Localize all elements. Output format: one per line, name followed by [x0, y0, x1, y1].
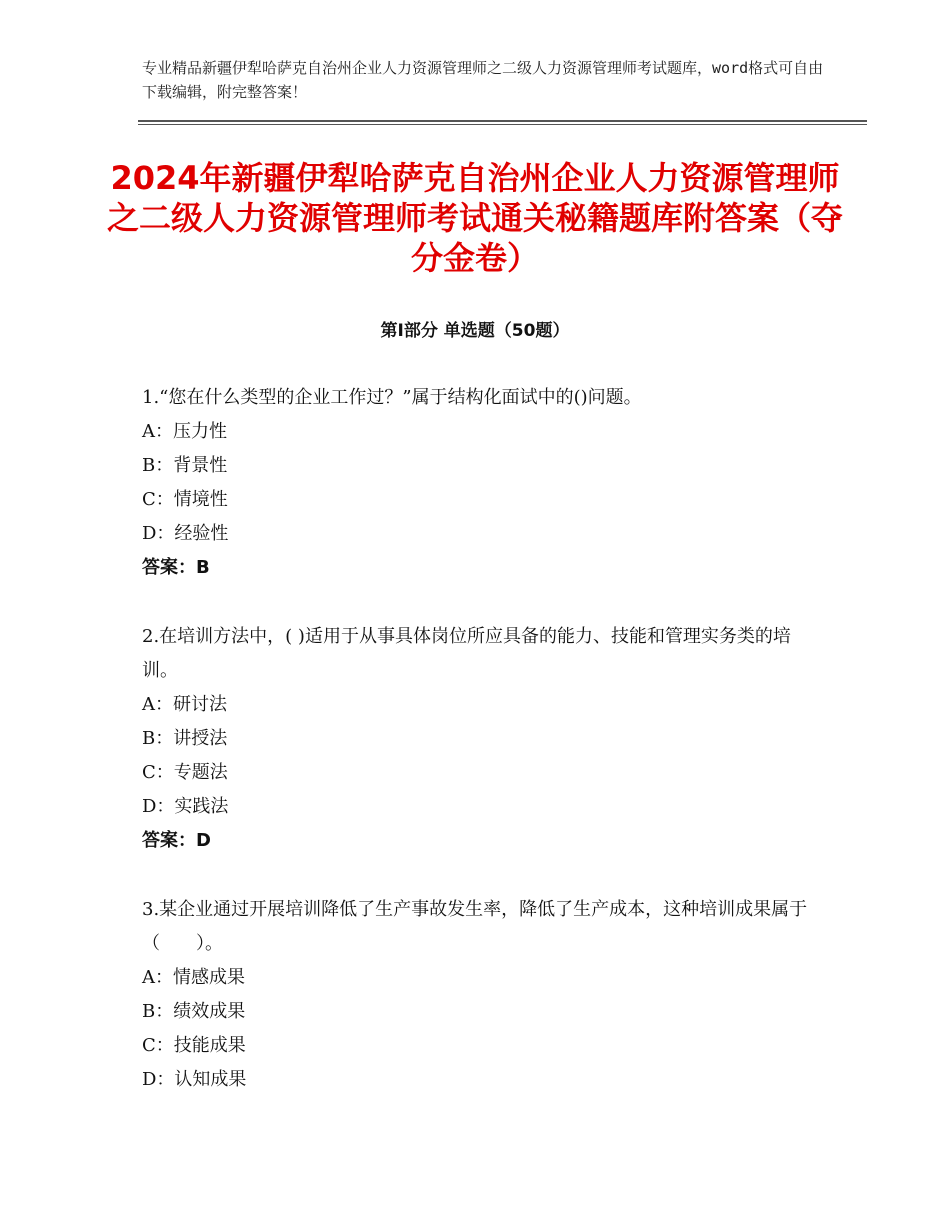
option-b: B：绩效成果	[142, 1001, 246, 1022]
document-title: 2024年新疆伊犁哈萨克自治州企业人力资源管理师之二级人力资源管理师考试通关秘籍题库附答案（夺分金卷）	[106, 159, 843, 277]
option-c: C：情境性	[142, 489, 228, 510]
answer: 答案：B	[142, 557, 210, 578]
option-a: A：情感成果	[142, 967, 245, 988]
header-divider-thin	[138, 124, 867, 125]
question-1	[142, 381, 822, 585]
option-d: D：实践法	[142, 796, 229, 817]
option-c: C：技能成果	[142, 1035, 246, 1056]
answer: 答案：D	[142, 830, 211, 851]
question-stem: 3.某企业通过开展培训降低了生产事故发生率，降低了生产成本，这种培训成果属于（ ）。	[142, 899, 808, 954]
question-stem: 2.在培训方法中，( )适用于从事具体岗位所应具备的能力、技能和管理实务类的培训。	[142, 626, 791, 681]
option-d: D：经验性	[142, 523, 229, 544]
question-stem: 1.“您在什么类型的企业工作过？”属于结构化面试中的()问题。	[142, 387, 642, 408]
section-title: 第Ⅰ部分 单选题（50题）	[380, 321, 570, 341]
option-b: B：背景性	[142, 455, 228, 476]
header-divider-thick	[138, 120, 867, 122]
option-d: D：认知成果	[142, 1069, 247, 1090]
header-note: 专业精品新疆伊犁哈萨克自治州企业人力资源管理师之二级人力资源管理师考试题库，word格式可自由下载编辑，附完整答案！	[142, 59, 824, 101]
question-3	[142, 893, 822, 1097]
option-a: A：研讨法	[142, 694, 227, 715]
option-b: B：讲授法	[142, 728, 228, 749]
option-c: C：专题法	[142, 762, 228, 783]
option-a: A：压力性	[142, 421, 227, 442]
question-2	[142, 620, 822, 858]
